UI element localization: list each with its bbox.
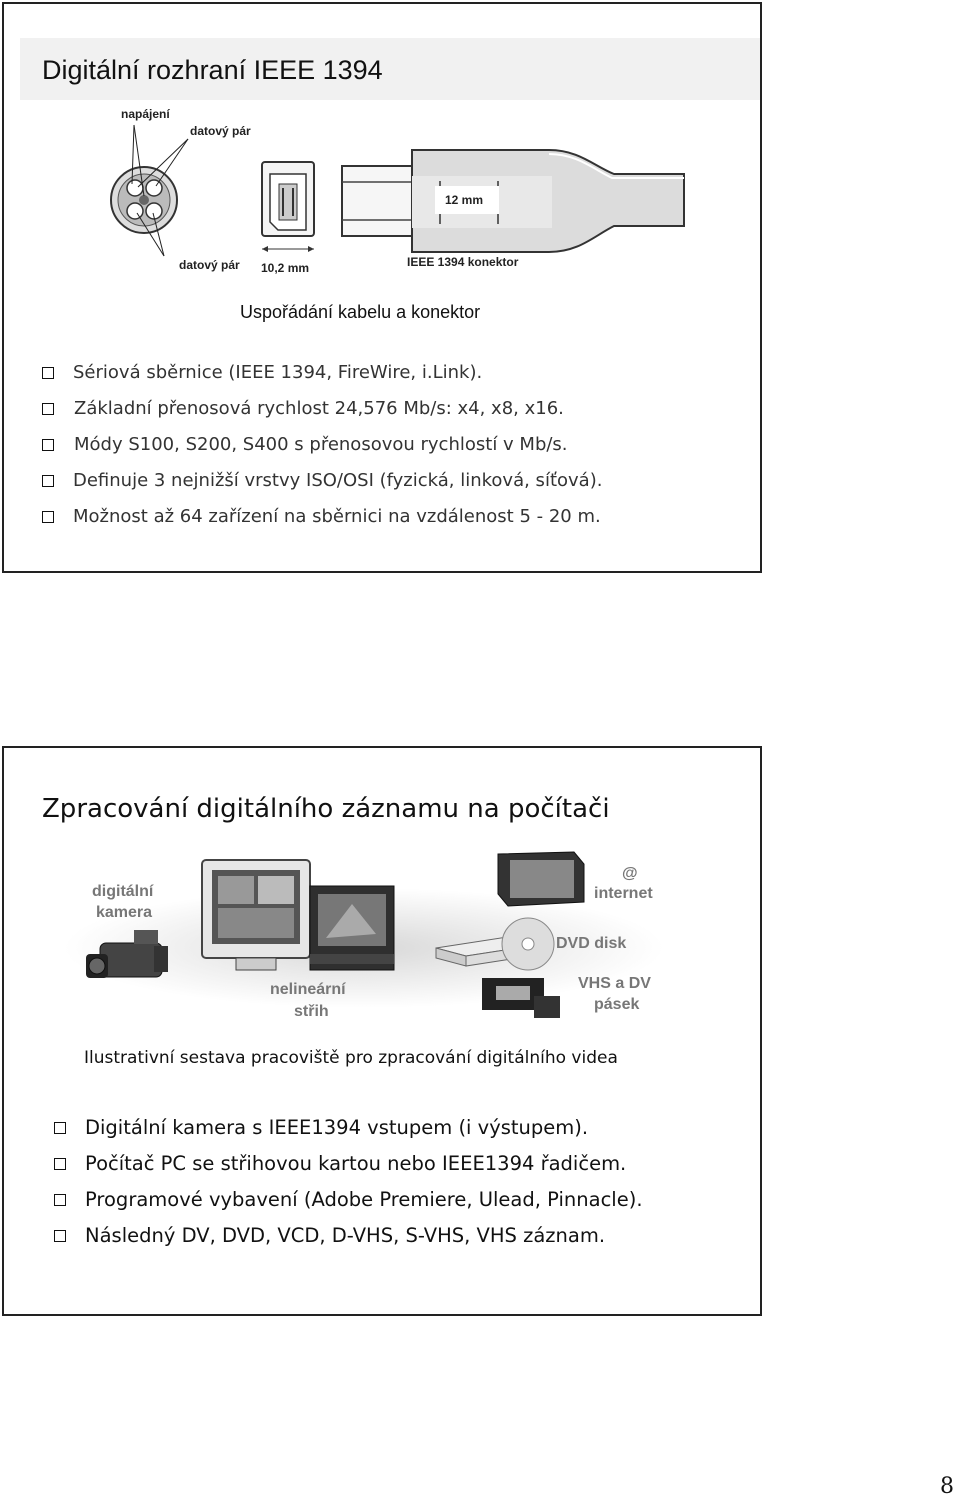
- list-item: Digitální kamera s IEEE1394 vstupem (i výstupem).: [54, 1110, 643, 1146]
- label-camera-2: kamera: [96, 904, 153, 921]
- list-item: Sériová sběrnice (IEEE 1394, FireWire, i.Link).: [42, 355, 602, 391]
- list-item: Programové vybavení (Adobe Premiere, Ulead, Pinnacle).: [54, 1182, 643, 1218]
- slide-ieee1394: [2, 2, 762, 573]
- checkbox-bullet-icon: [42, 403, 54, 415]
- checkbox-bullet-icon: [42, 367, 54, 379]
- checkbox-bullet-icon: [54, 1122, 66, 1134]
- slide-title: Zpracování digitálního záznamu na počítači: [42, 794, 610, 824]
- label-internet: internet: [594, 885, 653, 902]
- bullet-list: [42, 355, 602, 535]
- list-item: Možnost až 64 zařízení na sběrnici na vzdálenost 5 - 20 m.: [42, 499, 602, 535]
- label-vhs-2: pásek: [594, 996, 640, 1013]
- checkbox-bullet-icon: [42, 475, 54, 487]
- label-plug-width: 12 mm: [445, 193, 484, 207]
- figure-caption: Ilustrativní sestava pracoviště pro zpracování digitálního videa: [84, 1048, 618, 1068]
- label-dvd: DVD disk: [556, 935, 627, 952]
- figure-caption: Uspořádání kabelu a konektor: [240, 302, 481, 322]
- slide-title: Digitální rozhraní IEEE 1394: [42, 55, 383, 85]
- label-camera-1: digitální: [92, 883, 154, 900]
- slide-video-processing: [2, 746, 762, 1316]
- label-data-pair-top: datový pár: [190, 124, 251, 138]
- label-vhs-1: VHS a DV: [578, 975, 651, 992]
- preview-monitor-icon: [310, 886, 394, 970]
- label-power: napájení: [121, 107, 170, 121]
- list-item: Módy S100, S200, S400 s přenosovou rychlostí v Mb/s.: [42, 427, 602, 463]
- bullet-list: [54, 1110, 643, 1254]
- label-editing-1: nelineární: [270, 981, 346, 998]
- label-internet-at: @: [622, 865, 638, 882]
- workstation-illustration: [4, 748, 760, 1038]
- cable-cross-section: [111, 125, 188, 256]
- list-item: Následný DV, DVD, VCD, D-VHS, S-VHS, VHS záznam.: [54, 1218, 643, 1254]
- checkbox-bullet-icon: [42, 439, 54, 451]
- socket-front: [262, 162, 314, 252]
- plug-side: [342, 150, 684, 252]
- internet-screen-icon: [498, 852, 584, 906]
- connector-diagram: [4, 4, 760, 294]
- label-data-pair-bottom: datový pár: [179, 258, 240, 272]
- list-item: Definuje 3 nejnižší vrstvy ISO/OSI (fyzická, linková, síťová).: [42, 463, 602, 499]
- checkbox-bullet-icon: [42, 511, 54, 523]
- label-socket-width: 10,2 mm: [261, 261, 310, 275]
- checkbox-bullet-icon: [54, 1194, 66, 1206]
- label-editing-2: střih: [294, 1003, 329, 1020]
- page-number: 8: [940, 1474, 954, 1499]
- checkbox-bullet-icon: [54, 1230, 66, 1242]
- label-connector: IEEE 1394 konektor: [407, 255, 519, 269]
- list-item: Základní přenosová rychlost 24,576 Mb/s: x4, x8, x16.: [42, 391, 602, 427]
- list-item: Počítač PC se střihovou kartou nebo IEEE1394 řadičem.: [54, 1146, 643, 1182]
- monitor-icon: [202, 860, 310, 970]
- checkbox-bullet-icon: [54, 1158, 66, 1170]
